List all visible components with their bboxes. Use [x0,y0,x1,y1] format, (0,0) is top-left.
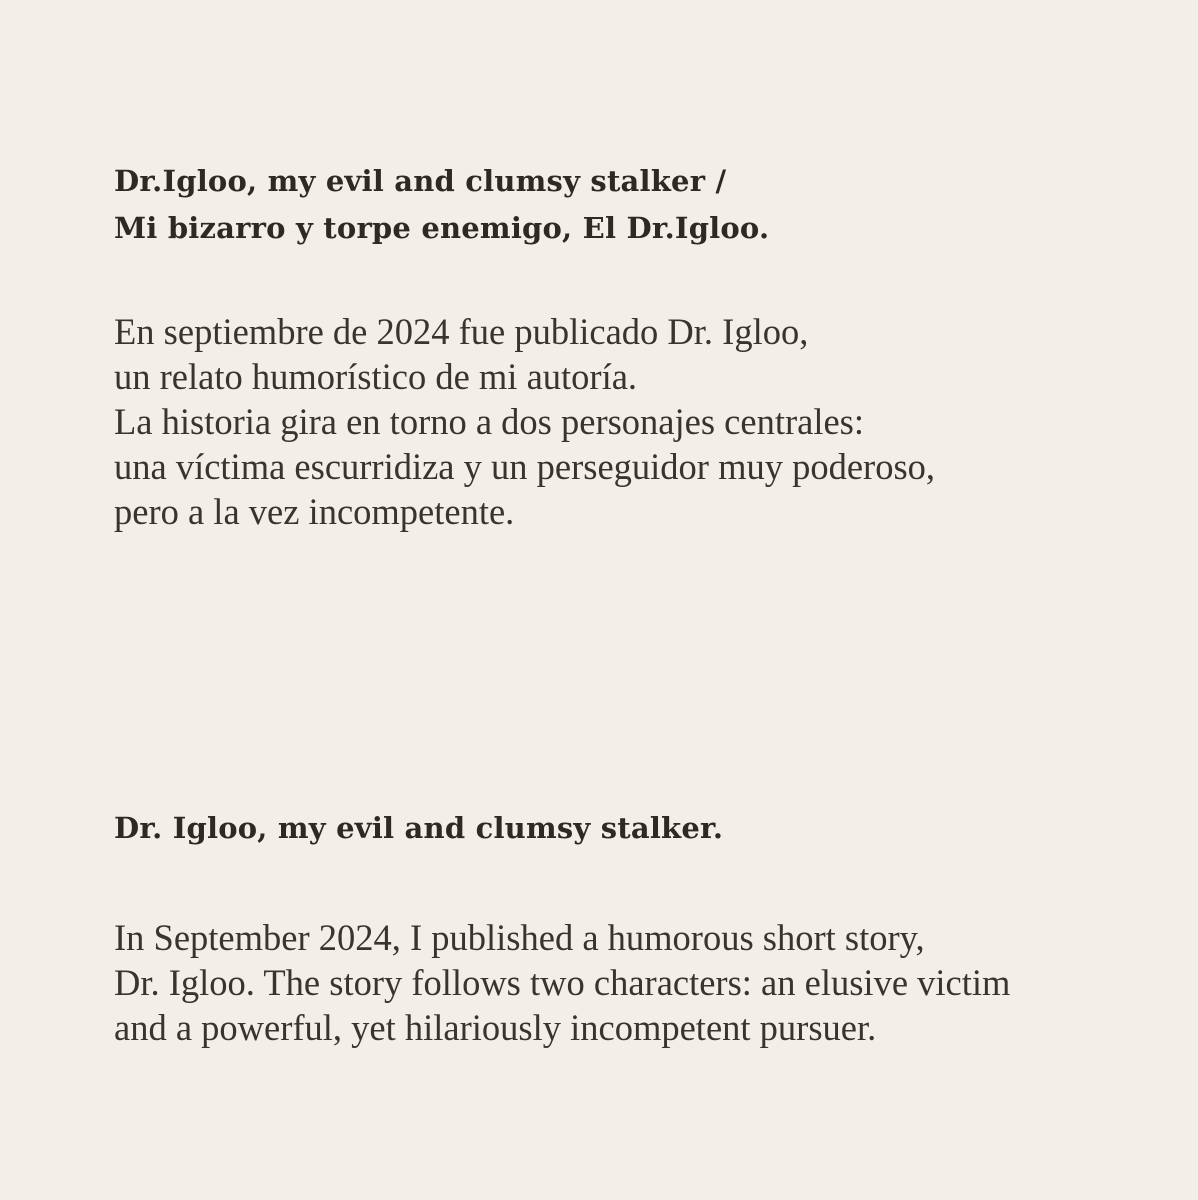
english-section [114,805,1174,1050]
spanish-body [114,309,1174,534]
spanish-body-line: La historia gira en torno a dos personajes centrales: [114,401,865,442]
spanish-title [114,158,1174,252]
spanish-body-line: pero a la vez incompetente. [114,491,515,532]
spanish-section [114,158,1174,534]
english-body-line: In September 2024, I published a humorous short story, [114,917,925,958]
english-body [114,915,1174,1050]
english-title [114,805,1174,852]
english-body-line: and a powerful, yet hilariously incompetent pursuer. [114,1007,877,1048]
spanish-body-line: un relato humorístico de mi autoría. [114,356,638,397]
english-body-line: Dr. Igloo. The story follows two characters: an elusive victim [114,962,1011,1003]
spanish-body-line: En septiembre de 2024 fue publicado Dr. Igloo, [114,311,809,352]
english-title-line: Dr. Igloo, my evil and clumsy stalker. [114,811,724,845]
spanish-title-line: Dr.Igloo, my evil and clumsy stalker / [114,164,727,198]
spanish-body-line: una víctima escurridiza y un perseguidor muy poderoso, [114,446,936,487]
spanish-title-line: Mi bizarro y torpe enemigo, El Dr.Igloo. [114,211,770,245]
